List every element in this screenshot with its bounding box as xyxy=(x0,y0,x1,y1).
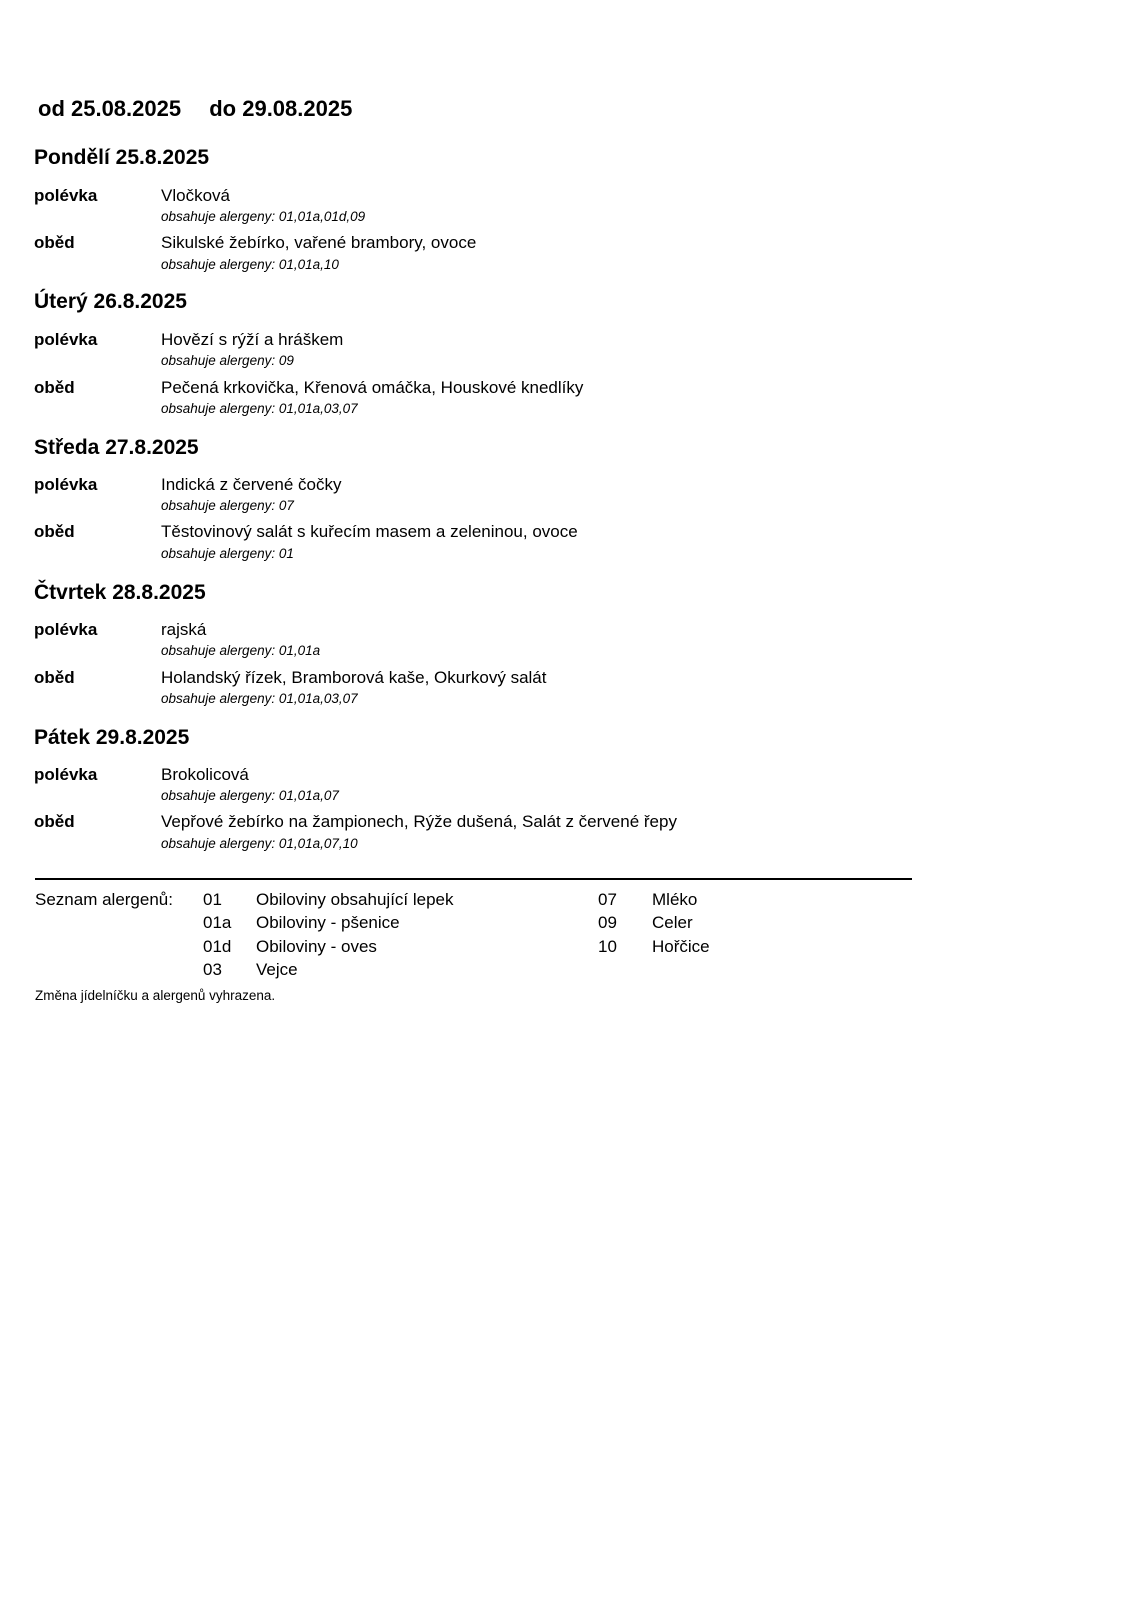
meal-label-lunch: oběd xyxy=(34,378,75,397)
meal-label-lunch: oběd xyxy=(34,233,75,252)
day-title: Čtvrtek 28.8.2025 xyxy=(34,581,206,604)
allergen-code: 01 xyxy=(203,890,222,909)
meal-name: Vepřové žebírko na žampionech, Rýže dušená, Salát z červené řepy xyxy=(161,812,677,831)
meal-label-soup: polévka xyxy=(34,475,98,494)
meal-label-lunch: oběd xyxy=(34,812,75,831)
allergen-name: Obiloviny - oves xyxy=(256,937,377,956)
meal-name: Pečená krkovička, Křenová omáčka, Houskové knedlíky xyxy=(161,378,584,397)
meal-allergens: obsahuje alergeny: 01,01a,01d,09 xyxy=(161,209,366,224)
meal-allergens: obsahuje alergeny: 09 xyxy=(161,353,294,368)
disclaimer-note: Změna jídelníčku a alergenů vyhrazena. xyxy=(35,988,276,1003)
meal-allergens: obsahuje alergeny: 01,01a,07 xyxy=(161,788,339,803)
allergen-code: 10 xyxy=(598,937,617,956)
meal-name: Vločková xyxy=(161,186,230,205)
meal-allergens: obsahuje alergeny: 07 xyxy=(161,498,294,513)
meal-name: Holandský řízek, Bramborová kaše, Okurkový salát xyxy=(161,668,547,687)
meal-allergens: obsahuje alergeny: 01,01a,10 xyxy=(161,257,339,272)
meal-allergens: obsahuje alergeny: 01,01a,03,07 xyxy=(161,401,358,416)
allergen-code: 01a xyxy=(203,913,232,932)
meal-allergens: obsahuje alergeny: 01,01a,03,07 xyxy=(161,691,358,706)
meal-name: Sikulské žebírko, vařené brambory, ovoce xyxy=(161,233,477,252)
meal-allergens: obsahuje alergeny: 01,01a,07,10 xyxy=(161,836,358,851)
meal-name: Indická z červené čočky xyxy=(161,475,342,494)
meal-allergens: obsahuje alergeny: 01 xyxy=(161,546,294,561)
date-from: od 25.08.2025 xyxy=(38,96,182,121)
day-title: Pondělí 25.8.2025 xyxy=(34,146,210,169)
allergen-name: Obiloviny obsahující lepek xyxy=(256,890,454,909)
meal-allergens: obsahuje alergeny: 01,01a xyxy=(161,643,321,658)
meal-label-soup: polévka xyxy=(34,765,98,784)
meal-label-soup: polévka xyxy=(34,620,98,639)
allergen-code: 07 xyxy=(598,890,617,909)
day-title: Středa 27.8.2025 xyxy=(34,436,199,459)
meal-name: Hovězí s rýží a hráškem xyxy=(161,330,344,349)
allergen-legend-label: Seznam alergenů: xyxy=(35,890,173,909)
meal-label-soup: polévka xyxy=(34,330,98,349)
day-title: Úterý 26.8.2025 xyxy=(34,290,187,313)
allergen-name: Vejce xyxy=(256,960,298,979)
divider xyxy=(35,878,912,880)
meal-name: Těstovinový salát s kuřecím masem a zeleninou, ovoce xyxy=(161,522,578,541)
meal-label-soup: polévka xyxy=(34,186,98,205)
allergen-name: Celer xyxy=(652,913,693,932)
date-range xyxy=(38,96,352,122)
allergen-code: 03 xyxy=(203,960,222,979)
allergen-code: 01d xyxy=(203,937,232,956)
day-title: Pátek 29.8.2025 xyxy=(34,726,190,749)
meal-name: Brokolicová xyxy=(161,765,249,784)
meal-label-lunch: oběd xyxy=(34,522,75,541)
allergen-name: Obiloviny - pšenice xyxy=(256,913,400,932)
meal-name: rajská xyxy=(161,620,207,639)
meal-label-lunch: oběd xyxy=(34,668,75,687)
allergen-name: Hořčice xyxy=(652,937,710,956)
allergen-code: 09 xyxy=(598,913,617,932)
allergen-name: Mléko xyxy=(652,890,698,909)
date-to: do 29.08.2025 xyxy=(209,96,353,121)
